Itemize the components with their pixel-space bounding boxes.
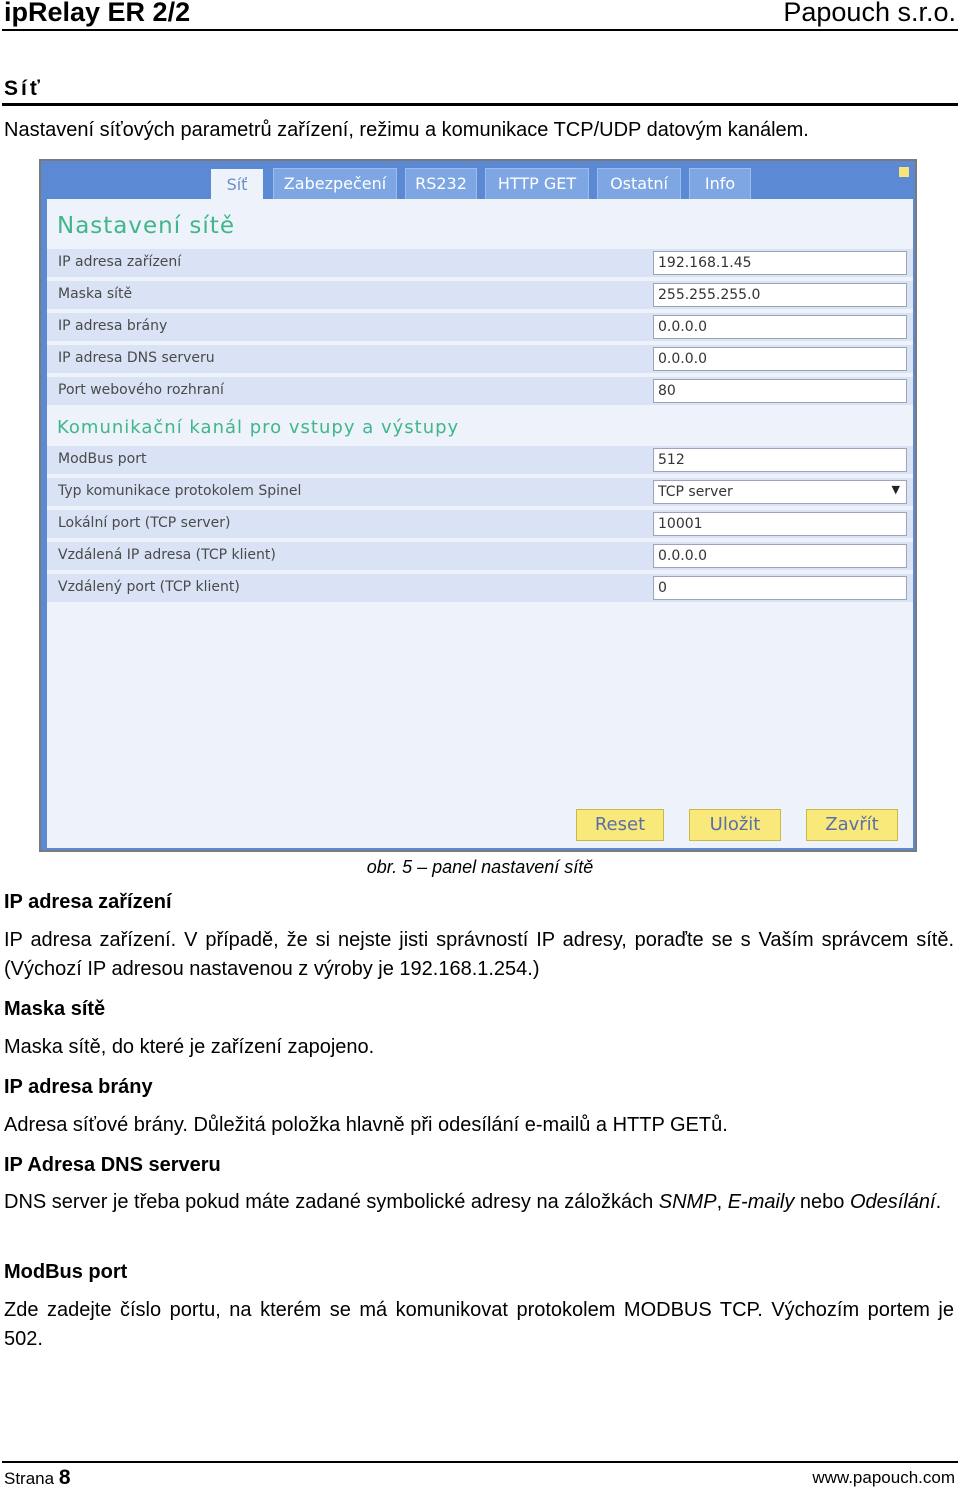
page-number-value: 8 bbox=[58, 1466, 71, 1489]
page-label: Strana bbox=[4, 1469, 55, 1488]
modbus-port-input[interactable]: 512 bbox=[653, 448, 907, 472]
figure-caption: obr. 5 – panel nastavení sítě bbox=[366, 857, 594, 877]
web-port-input[interactable]: 80 bbox=[653, 379, 907, 403]
gateway-row bbox=[47, 313, 913, 341]
dns-description bbox=[4, 1188, 954, 1217]
tab-http-get[interactable]: HTTP GET bbox=[485, 168, 589, 199]
gateway-input[interactable]: 0.0.0.0 bbox=[653, 315, 907, 339]
panel-content bbox=[47, 199, 913, 848]
dns-row bbox=[47, 345, 913, 373]
document-title: ipRelay ER 2/2 bbox=[4, 0, 191, 27]
network-settings-panel bbox=[39, 159, 917, 852]
ip-address-row bbox=[47, 249, 913, 277]
tab-security[interactable]: Zabezpečení bbox=[273, 168, 397, 199]
dns-text-part: . bbox=[935, 1191, 942, 1213]
dns-text-part: , bbox=[716, 1191, 728, 1213]
dns-text-part: nebo bbox=[794, 1191, 850, 1213]
local-port-input[interactable]: 10001 bbox=[653, 512, 907, 536]
save-button[interactable]: Uložit bbox=[689, 809, 781, 841]
netmask-heading: Maska sítě bbox=[4, 998, 106, 1020]
tab-other[interactable]: Ostatní bbox=[597, 168, 681, 199]
dns-tab-snmp: SNMP bbox=[658, 1191, 717, 1213]
dns-label: IP adresa DNS serveru bbox=[58, 350, 215, 366]
ip-address-heading: IP adresa zařízení bbox=[4, 891, 172, 913]
ip-address-label: IP adresa zařízení bbox=[58, 254, 182, 270]
section-intro: Nastavení síťových parametrů zařízení, režimu a komunikace TCP/UDP datovým kanálem. bbox=[4, 119, 809, 141]
section-divider bbox=[2, 103, 958, 106]
dns-heading: IP Adresa DNS serveru bbox=[4, 1154, 221, 1176]
remote-ip-row bbox=[47, 542, 913, 570]
spinel-type-label: Typ komunikace protokolem Spinel bbox=[58, 483, 302, 499]
remote-port-input[interactable]: 0 bbox=[653, 576, 907, 600]
footer-url: www.papouch.com bbox=[812, 1468, 955, 1487]
document-header bbox=[2, 0, 958, 31]
chevron-down-icon: ▼ bbox=[891, 483, 900, 496]
modbus-port-label: ModBus port bbox=[58, 451, 147, 467]
tab-rs232[interactable]: RS232 bbox=[405, 168, 477, 199]
web-port-label: Port webového rozhraní bbox=[58, 382, 224, 398]
local-port-label: Lokální port (TCP server) bbox=[58, 515, 231, 531]
modbus-port-row bbox=[47, 446, 913, 474]
company-name: Papouch s.r.o. bbox=[783, 0, 956, 27]
netmask-label: Maska sítě bbox=[58, 286, 133, 302]
footer-divider bbox=[2, 1461, 958, 1463]
gateway-description: Adresa síťové brány. Důležitá položka hlavně při odesílání e-mailů a HTTP GETů. bbox=[4, 1114, 728, 1136]
gateway-heading: IP adresa brány bbox=[4, 1076, 153, 1098]
io-channel-heading: Komunikační kanál pro vstupy a výstupy bbox=[57, 417, 460, 438]
network-settings-heading: Nastavení sítě bbox=[57, 213, 235, 239]
spinel-type-value: TCP server bbox=[658, 484, 733, 500]
page-number bbox=[4, 1466, 71, 1490]
remote-ip-input[interactable]: 0.0.0.0 bbox=[653, 544, 907, 568]
tab-info[interactable]: Info bbox=[689, 168, 751, 199]
dns-text-part: DNS server je třeba pokud máte zadané symbolické adresy na záložkách bbox=[4, 1191, 659, 1213]
close-button[interactable]: Zavřít bbox=[806, 809, 898, 841]
reset-button[interactable]: Reset bbox=[576, 809, 664, 841]
spinel-type-row bbox=[47, 478, 913, 506]
remote-ip-label: Vzdálená IP adresa (TCP klient) bbox=[58, 547, 276, 563]
netmask-description: Maska sítě, do které je zařízení zapojeno. bbox=[4, 1036, 375, 1058]
web-port-row bbox=[47, 377, 913, 405]
modbus-heading: ModBus port bbox=[4, 1261, 128, 1283]
section-title: Síť bbox=[4, 77, 43, 100]
remote-port-row bbox=[47, 574, 913, 602]
modbus-description: Zde zadejte číslo portu, na kterém se má komunikovat protokolem MODBUS TCP. Výchozím portem je 502. bbox=[4, 1299, 954, 1350]
ip-address-description: IP adresa zařízení. V případě, že si nejste jisti správností IP adresy, poraďte se s Vaším správcem sítě. (Výchozí IP adresou nastavenou z výroby je 192.168.1.254.) bbox=[4, 929, 954, 980]
dns-tab-emails: E-maily bbox=[727, 1191, 795, 1213]
tab-network[interactable]: Síť bbox=[211, 169, 263, 202]
remote-port-label: Vzdálený port (TCP klient) bbox=[58, 579, 240, 595]
local-port-row bbox=[47, 510, 913, 538]
dns-input[interactable]: 0.0.0.0 bbox=[653, 347, 907, 371]
corner-square-icon bbox=[899, 167, 909, 177]
gateway-label: IP adresa brány bbox=[58, 318, 168, 334]
spinel-type-select[interactable] bbox=[653, 480, 907, 504]
ip-address-input[interactable]: 192.168.1.45 bbox=[653, 251, 907, 275]
dns-tab-sending: Odesílání bbox=[849, 1191, 936, 1213]
netmask-input[interactable]: 255.255.255.0 bbox=[653, 283, 907, 307]
netmask-row bbox=[47, 281, 913, 309]
